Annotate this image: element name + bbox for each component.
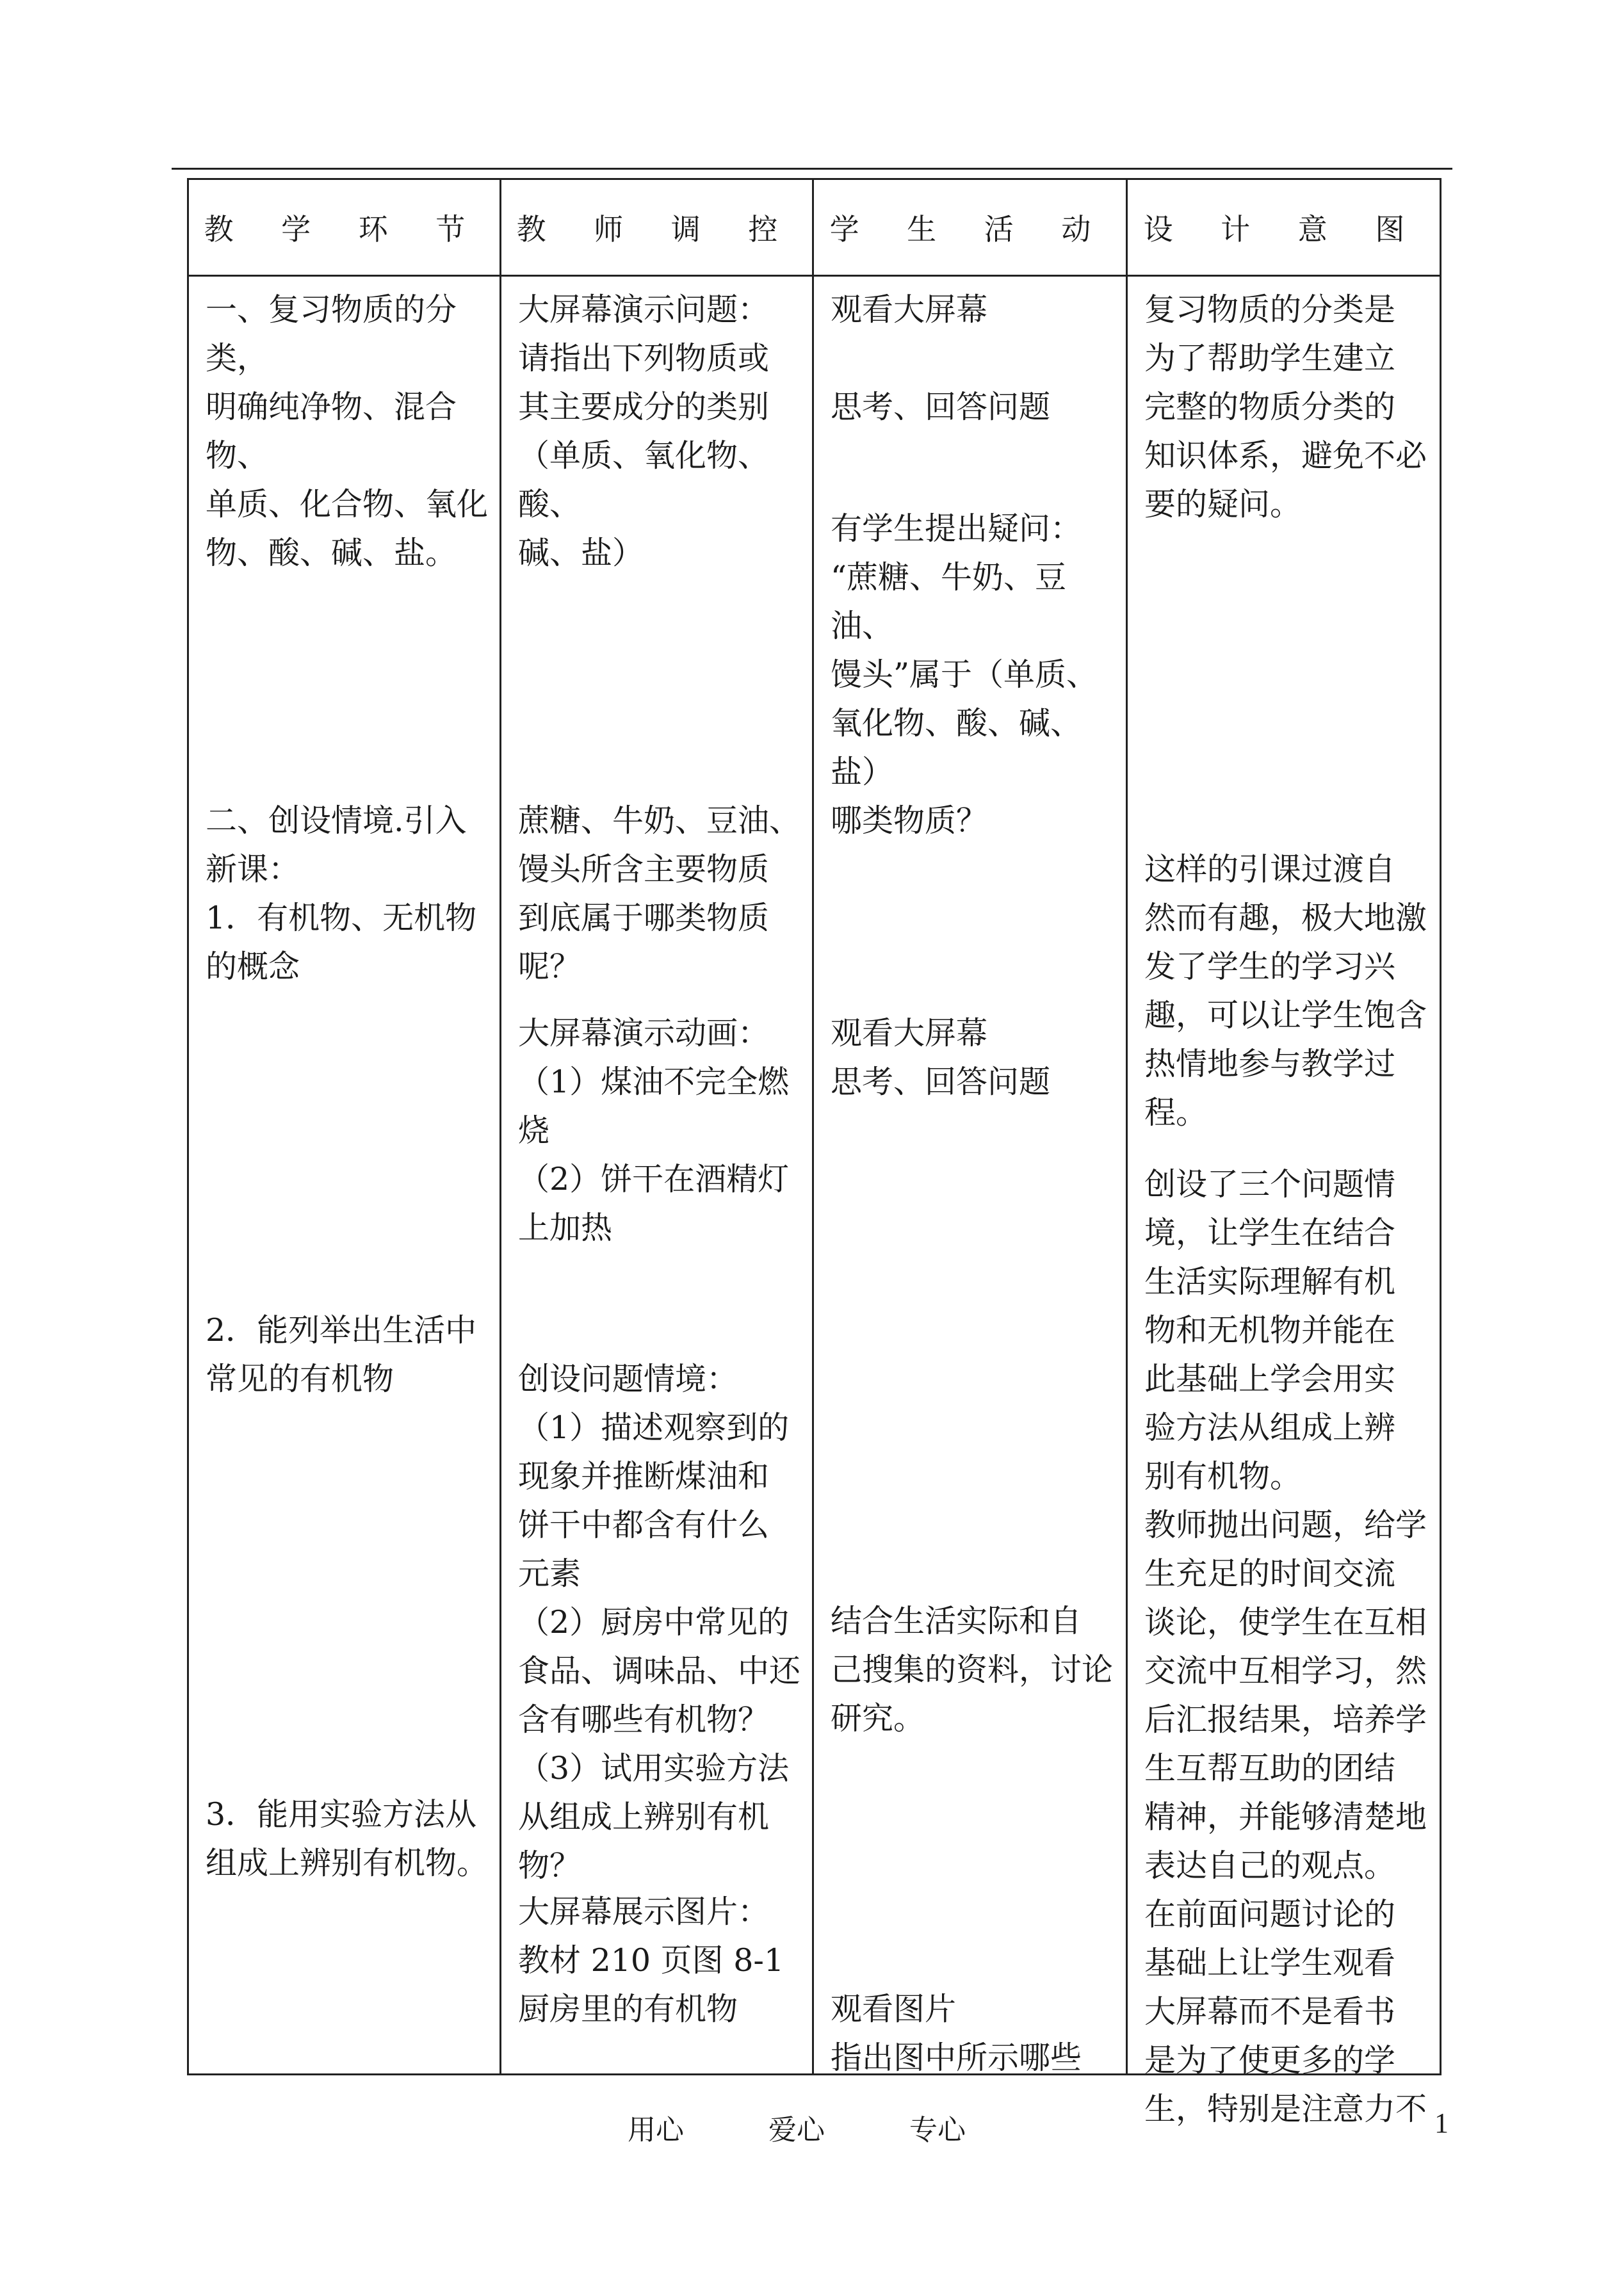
stage-intro: 二、创设情境.引入 新课： 1．有机物、无机物 的概念 xyxy=(206,802,477,985)
table-header-row xyxy=(188,179,1441,276)
design-intent-cell xyxy=(1127,276,1441,2127)
teacher-problem-situations: 创设问题情境： （1）描述观察到的 现象并推断煤油和 饼干中都含有什么 元素 （2）厨房中常见的 食品、调味品、中还 含有哪些有机物？ （3）试用实验方法 从组成上辨别有机 物？ xyxy=(518,1361,801,1884)
intent-review: 复习物质的分类是 为了帮助学生建立 完整的物质分类的 知识体系，避免不必 要的疑问。 xyxy=(1144,291,1427,523)
top-rule xyxy=(172,168,1452,170)
student-think-answer: 思考、回答问题 xyxy=(831,389,1051,425)
teacher-animation: 大屏幕演示动画： （1）煤油不完全燃 烧 （2）饼干在酒精灯 上加热 xyxy=(518,1015,790,1246)
stage-experiment: 3．能用实验方法从 组成上辨别有机物。 xyxy=(206,1796,489,1881)
header-teacher-control: 教 师 调 控 xyxy=(501,179,813,276)
student-discussion: 结合生活实际和自 己搜集的资料，讨论 研究。 xyxy=(831,1603,1114,1737)
stage-examples: 2．能列举出生活中 常见的有机物 xyxy=(206,1312,477,1397)
stage-review: 一、复习物质的分类， 明确纯净物、混合物、 单质、化合物、氧化 物、酸、碱、盐。 xyxy=(206,291,489,571)
intent-intro: 这样的引课过渡自 然而有趣，极大地激 发了学生的学习兴 趣，可以让学生饱含 热情地参与教学过 程。 xyxy=(1144,851,1427,1131)
teacher-screen-question: 大屏幕演示问题： 请指出下列物质或 其主要成分的类别 （单质、氧化物、酸、 碱、盐） xyxy=(518,291,770,571)
lesson-plan-table xyxy=(187,178,1441,2127)
teacher-intro-question: 蔗糖、牛奶、豆油、 馒头所含主要物质 到底属于哪类物质 呢？ xyxy=(518,802,801,985)
student-view-picture: 观看图片 指出图中所示哪些 xyxy=(831,1991,1082,2076)
student-activity-cell xyxy=(813,276,1127,2075)
table-body-row xyxy=(188,276,1441,2075)
teacher-picture-display: 大屏幕展示图片： 教材 210 页图 8-1 厨房里的有机物 xyxy=(518,1894,784,2027)
header-design-intent: 设 计 意 图 xyxy=(1127,179,1441,276)
header-student-activity: 学 生 活 动 xyxy=(813,179,1127,276)
teaching-stage-cell xyxy=(188,276,501,2075)
header-teaching-stage: 教 学 环 节 xyxy=(188,179,501,276)
teacher-control-cell xyxy=(501,276,813,2075)
student-watch-screen: 观看大屏幕 xyxy=(831,291,988,328)
page-number: 1 xyxy=(1434,2107,1449,2139)
student-watch-think: 观看大屏幕 思考、回答问题 xyxy=(831,1015,1051,1100)
student-question: 有学生提出疑问： “蔗糖、牛奶、豆油、 馒头”属于（单质、 氧化物、酸、碱、盐） 哪类物质？ xyxy=(831,510,1098,839)
intent-situations: 创设了三个问题情 境，让学生在结合 生活实际理解有机 物和无机物并能在 此基础上学会用实 验方法从组成上辨 别有机物。 教师抛出问题，给学 生充足的时间交流 谈论，使学生在互相 交流中互相学习，然 后汇报结果，培养学 生互帮互助的团结 精神，并能够清楚地 表达自己的观点。 在前面问题讨论的 基础上让学生观看 大屏幕而不是看书 是为了使更多的学 生，特别是注意力不 xyxy=(1144,1166,1427,2127)
footer-slogan: 用心 爱心 专心 xyxy=(628,2114,966,2146)
